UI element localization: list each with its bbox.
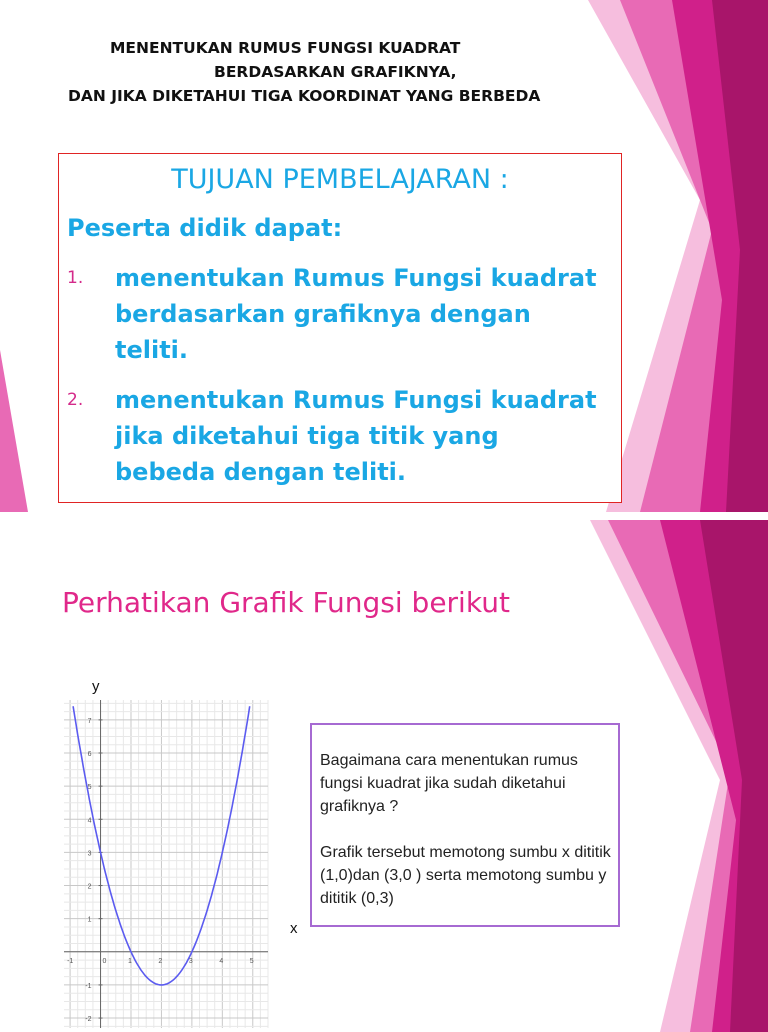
goals-intro: Peserta didik dapat: [67,214,343,242]
slide-1 [0,0,768,512]
goals-heading: TUJUAN PEMBELAJARAN : [171,164,509,195]
goal-text: menentukan Rumus Fungsi kuadrat berdasarkan grafiknya dengan teliti. [115,264,597,364]
learning-goals-box [58,153,622,503]
question-box [310,723,620,927]
x-tick-label: 2 [158,957,163,965]
y-tick-label: 2 [87,883,92,891]
title-line-2: BERDASARKAN GRAFIKNYA, [214,63,457,81]
y-tick-label: 3 [87,850,92,858]
slide-separator [0,512,768,520]
origin-tick-label: 0 [102,957,107,965]
y-tick-label: 5 [87,784,92,792]
y-tick-label: 6 [87,751,92,759]
goal-number: 1. [67,268,84,288]
goal-item [67,260,607,368]
graph-plot [54,670,314,1032]
y-tick-label: 4 [87,817,92,825]
y-tick-label: 7 [87,717,92,725]
x-tick-label: 1 [127,957,132,965]
x-axis-title: x [290,920,298,937]
answer-text: Grafik tersebut memotong sumbu x dititik (1,0)dan (3,0 ) serta memotong sumbu y dititik (0,3) [320,844,611,907]
x-tick-label: 4 [219,957,224,965]
y-tick-label: -2 [85,1016,92,1024]
y-tick-label: 1 [87,916,92,924]
goal-number: 2. [67,390,84,410]
y-tick-label: -1 [85,982,92,990]
slide-2 [0,520,768,1032]
title-line-1: MENENTUKAN RUMUS FUNGSI KUADRAT [110,39,461,57]
goal-text: menentukan Rumus Fungsi kuadrat jika diketahui tiga titik yang bebeda dengan teliti. [115,386,597,486]
title-line-3: DAN JIKA DIKETAHUI TIGA KOORDINAT YANG BERBEDA [68,87,541,105]
x-tick-label: 3 [188,957,193,965]
x-tick-label: -1 [67,957,74,965]
question-text: Bagaimana cara menentukan rumus fungsi kuadrat jika sudah diketahui grafiknya ? [320,752,578,815]
slide-1-title [40,36,700,108]
slide-2-title: Perhatikan Grafik Fungsi berikut [62,586,510,619]
decor-left-wedge [0,350,28,512]
goal-item [67,382,607,490]
function-graph [54,670,314,1032]
y-axis-title: y [92,678,100,695]
x-tick-label: 5 [249,957,254,965]
